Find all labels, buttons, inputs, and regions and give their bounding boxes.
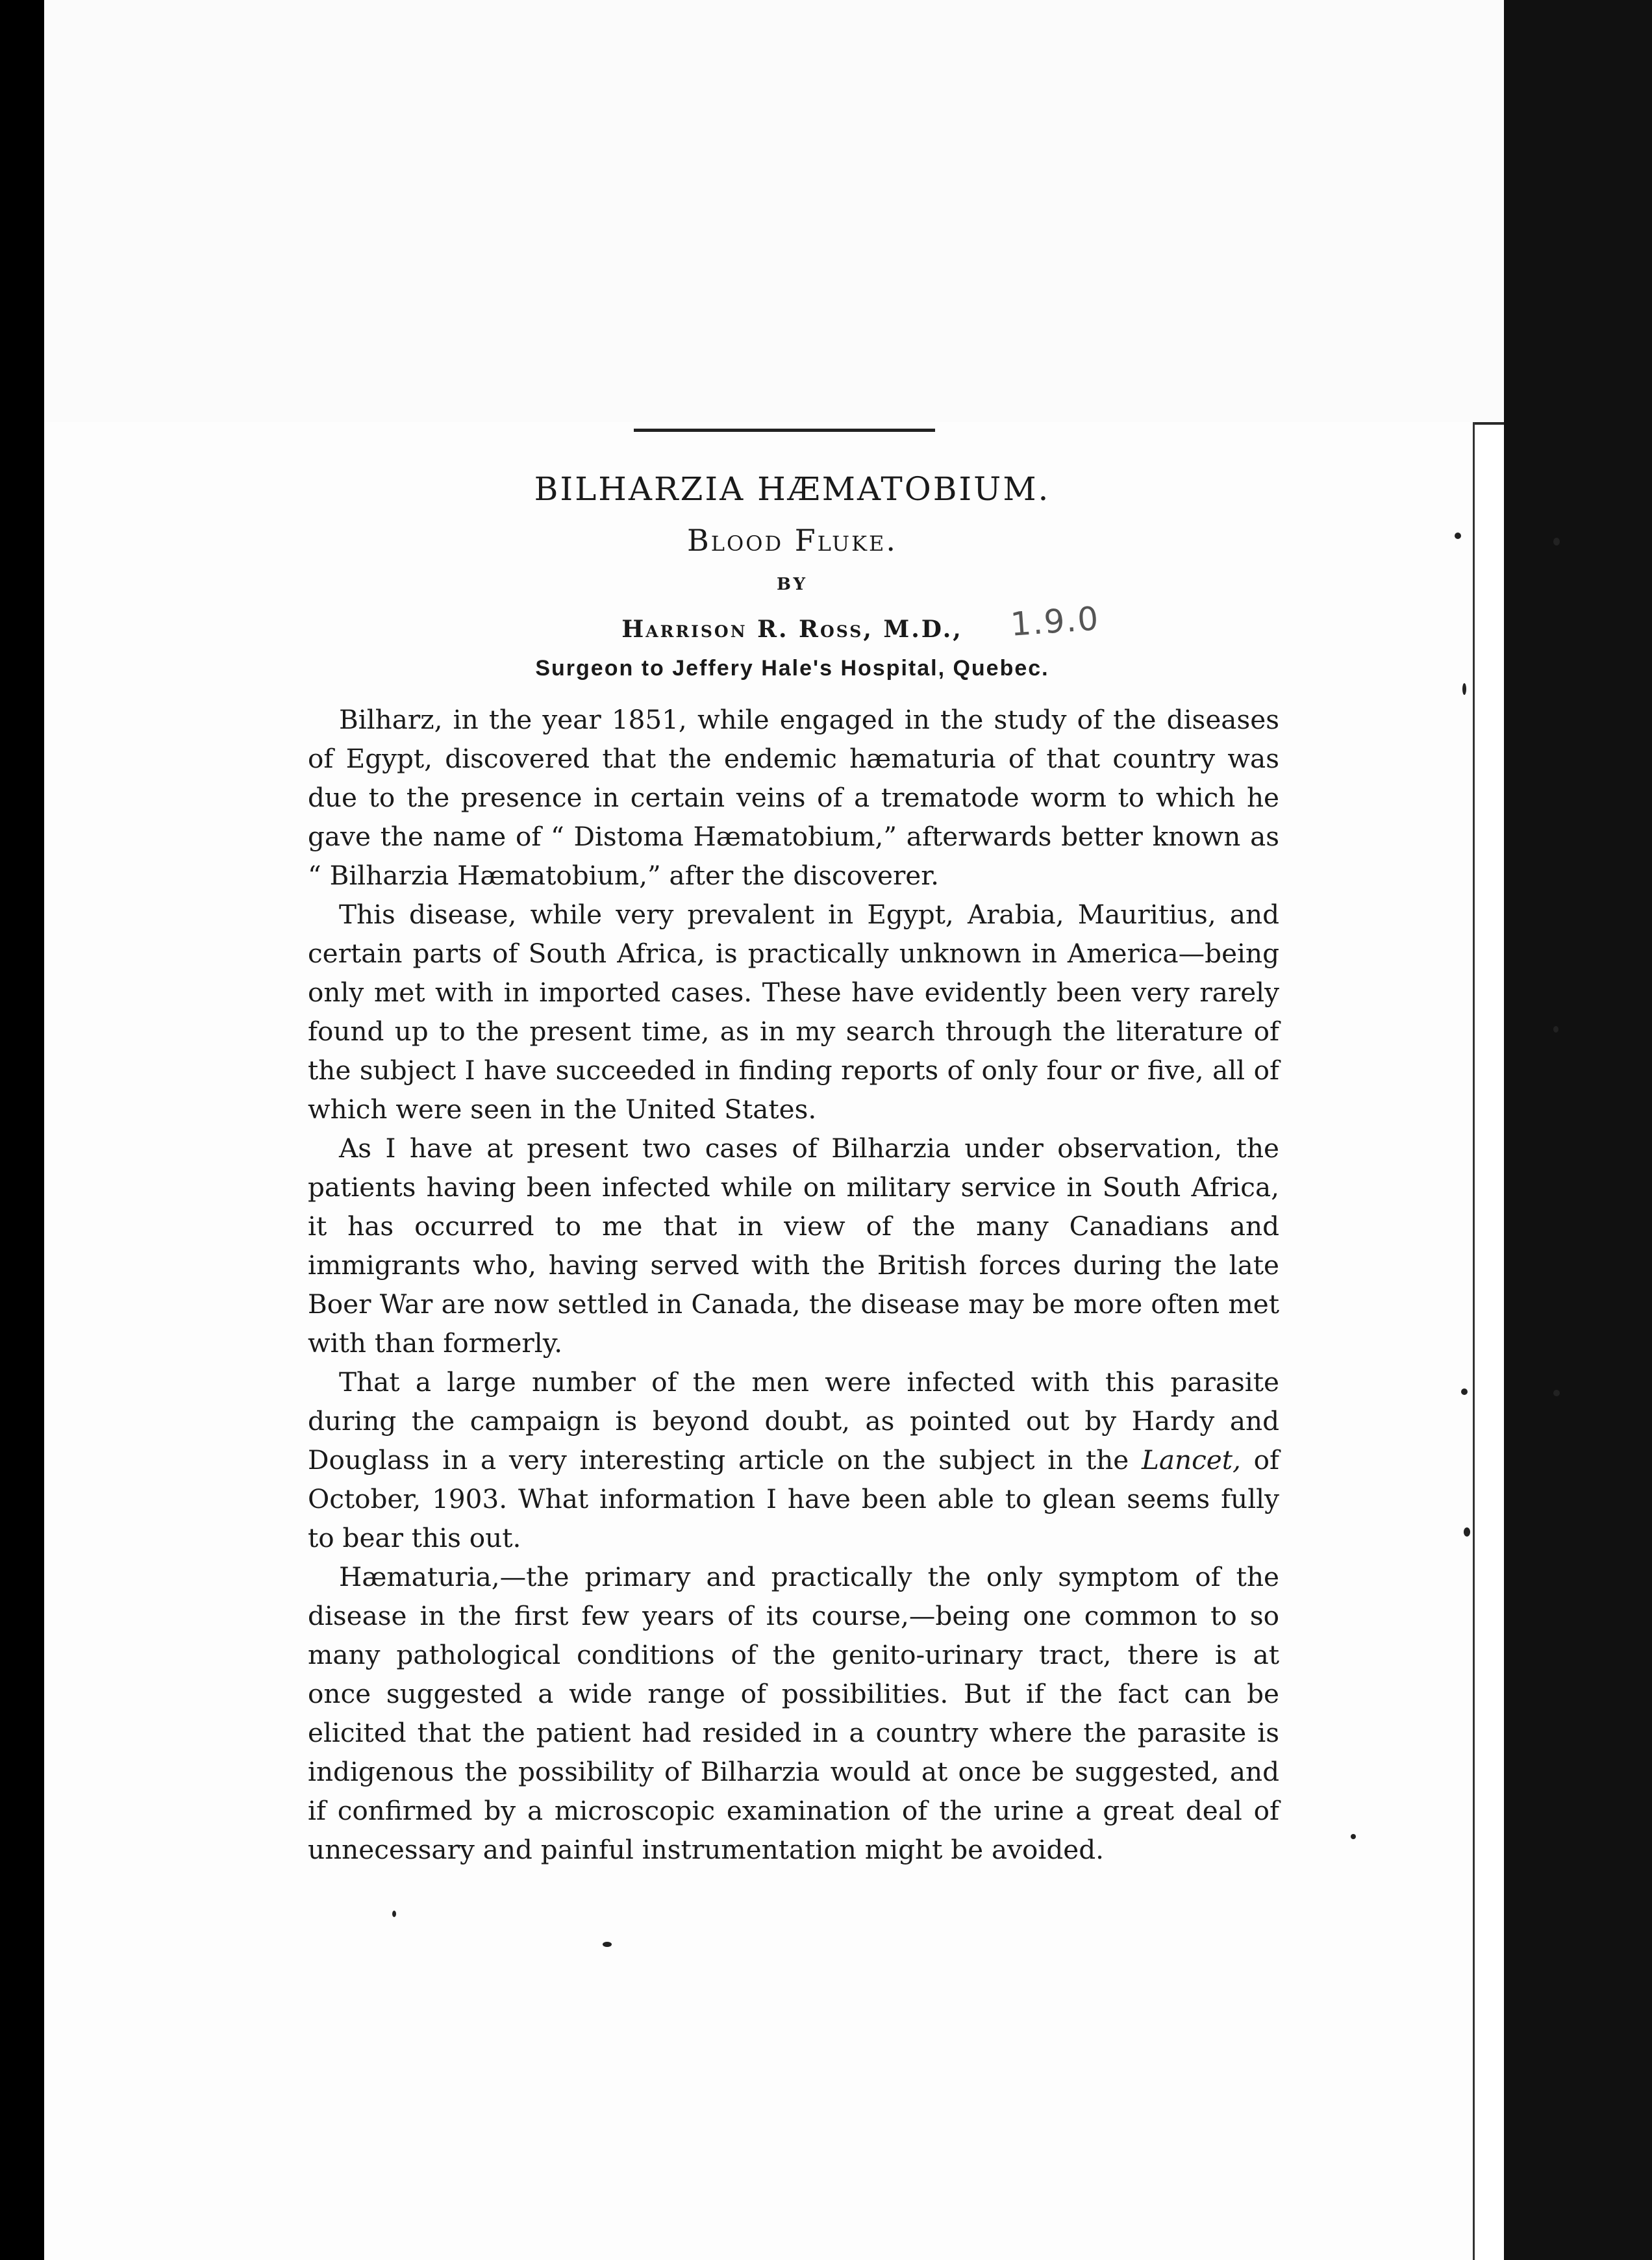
article-title: BILHARZIA HÆMATOBIUM. (534, 470, 1051, 508)
article-body (308, 700, 1279, 1869)
scan-speck (1553, 1390, 1560, 1396)
paragraph: Bilharz, in the year 1851, while engaged in the study of the diseases of Egypt, discovered that the endemic hæmaturia of that country was due to the presence in certain veins of a trematode worm to which he gave the name of “ Distoma Hæmatobium,” afterwards better known as “ Bilharzia Hæmatobium,” after the discoverer. (308, 704, 1279, 891)
paragraph: This disease, while very prevalent in Egypt, Arabia, Mauritius, and certain parts of South Africa, is practically unknown in America—being only met with in imported cases. These have evidently been very rarely found up to the present time, as in my search through the literature of the subject I have succeeded in finding reports of only four or five, all of which were seen in the United States. (308, 899, 1279, 1125)
scan-left-border (0, 0, 44, 2260)
title-rule (634, 429, 935, 432)
paragraph-text: That a large number of the men were infected with this parasite during the campaign is beyond doubt, as pointed out by Hardy and Douglass in a very interesting article on the subject in the (308, 1366, 1279, 1475)
scan-speck (1553, 1026, 1558, 1033)
scan-speck (1461, 1388, 1468, 1395)
blank-top-sheet (44, 0, 1512, 425)
paragraph: Hæmaturia,—the primary and practically the only symptom of the disease in the first few years of its course,—being one common to so many pathological conditions of the genito-urinary tract, there is at once suggested a wide range of possibilities. But if the fact can be elicited that the patient had resided in a country where the parasite is indigenous the possibility of Bilharzia would at once be suggested, and if confirmed by a microscopic examination of the urine a great deal of unnecessary and painful instrumentation might be avoided. (308, 1561, 1279, 1865)
handwritten-note: 1.9.0 (1009, 599, 1101, 644)
scan-speck (392, 1911, 396, 1917)
byline-by: BY (776, 575, 808, 594)
paragraph (308, 1362, 1279, 1557)
scan-speck (1351, 1834, 1356, 1839)
author-name: Harrison R. Ross, M.D., (621, 616, 963, 643)
article-subtitle: Blood Fluke. (686, 523, 898, 558)
scan-right-border (1504, 0, 1652, 2260)
paragraph-text: of October, 1903. What information I have been able to glean seems fully to bear this out. (308, 1444, 1280, 1553)
journal-name: Lancet, (1141, 1444, 1241, 1475)
scan-speck (1464, 1527, 1470, 1537)
scan-speck (603, 1942, 612, 1947)
author-affiliation: Surgeon to Jeffery Hale's Hospital, Quebec. (535, 656, 1049, 681)
paragraph: As I have at present two cases of Bilharzia under observation, the patients having been infected while on military service in South Africa, it has occurred to me that in view of the many Canadians and immigrants who, having served with the British forces during the late Boer War are now settled in Canada, the disease may be more often met with than formerly. (308, 1133, 1279, 1359)
